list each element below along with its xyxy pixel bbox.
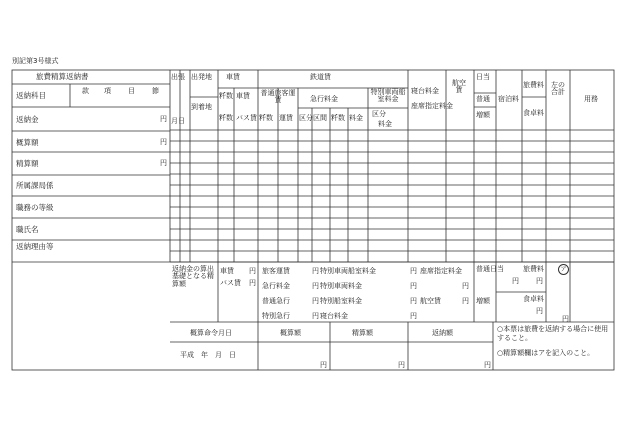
col-futsu-ryokyaku: 普通旅客運賃 (260, 89, 296, 105)
sum-r3-yen3: 円 (462, 297, 469, 305)
note-1: ○本票は旅費を返納する場合に使用すること。 (497, 325, 609, 343)
col-shutsuhatsu: 出発地 (191, 73, 212, 81)
col-shachin-fare: 車賃 (236, 92, 250, 100)
sum-r3-a: 普通急行 (262, 297, 290, 305)
col-tochaku: 到着地 (191, 103, 212, 111)
row-label-henno-kin: 返納金 (16, 115, 39, 124)
sum-r2-yen3: 円 (462, 282, 469, 290)
col-bus: バス賃 (236, 114, 257, 122)
sum-r2-yen: 円 (312, 282, 319, 290)
bottom-seisan: 精算額 (352, 329, 373, 337)
bottom-yen-3: 円 (484, 361, 491, 369)
sum-r4-b: 寝台料金 (320, 312, 348, 320)
col-t-charge: 料金 (349, 114, 363, 122)
sum-r4-yen: 円 (312, 312, 319, 320)
col-shachin-km2: 粁数 (219, 114, 233, 122)
sum-gihoryo: 旅費料 (523, 265, 544, 273)
sum-r1-c: 座席指定料金 (420, 267, 462, 275)
sum-yen-c: 円 (536, 307, 543, 315)
col-t-kukan: 区間 (313, 114, 327, 122)
col-kuko: 航空賃 (452, 79, 466, 95)
sum-yen-b: 円 (536, 277, 543, 285)
summary-bus: バス賃 (220, 279, 241, 287)
col-gihoryo: 旅費料 (523, 81, 544, 89)
col-nitto: 日当 (476, 73, 490, 81)
col-kubun: 区分 (372, 110, 386, 118)
summary-shachin: 車賃 (220, 267, 234, 275)
col-zaseki: 座席指定料金 (411, 102, 453, 110)
sum-r2-yen2: 円 (410, 282, 417, 290)
sum-r3-c: 航空賃 (420, 297, 441, 305)
row-label-henno-kamoku: 返納科目 (16, 91, 46, 100)
col-shokutaku: 食卓料 (523, 109, 544, 117)
row-label-gaisan: 概算額 (16, 138, 39, 147)
class-setsu: 節 (152, 87, 159, 95)
col-nitto-futsu: 普通 (476, 95, 490, 103)
sum-r1-a: 旅客運賃 (262, 267, 290, 275)
summary-yen-2: 円 (249, 279, 256, 287)
yen-3: 円 (160, 159, 167, 167)
col-tetsudo: 鉄道賃 (310, 73, 331, 81)
sum-shokutaku: 食卓料 (523, 295, 544, 303)
col-t-km2: 粁数 (331, 114, 345, 122)
bottom-gaisan: 概算額 (280, 329, 301, 337)
yen-1: 円 (160, 115, 167, 123)
bottom-yen-2: 円 (398, 361, 405, 369)
sum-yen-d: 円 (562, 315, 569, 323)
col-yomu: 用務 (584, 95, 598, 103)
col-t-fare: 運賃 (279, 114, 293, 122)
sum-r1-yen: 円 (312, 267, 319, 275)
sum-r4-yen2: 円 (410, 312, 417, 320)
col-nitto-zogaku: 増額 (476, 111, 490, 119)
summary-label: 返納金の算出基礎となる精算額 (172, 265, 214, 288)
sum-r2-b: 特別車両料金 (320, 282, 362, 290)
col-kubun-ryokin: 料金 (378, 120, 392, 128)
col-hidari-gokei: 左の合計 (551, 81, 565, 97)
row-label-shozoku: 所属課局係 (16, 181, 54, 190)
col-tokubetsu-sharyo: 特別車両船室料金 (370, 88, 406, 104)
sum-r3-yen2: 円 (410, 297, 417, 305)
sum-r1-b: 特別車両船室料金 (320, 267, 376, 275)
reason-label: 返納理由等 (16, 242, 54, 251)
col-shindai: 寝台料金 (411, 87, 439, 95)
circle-a-mark: ア (558, 264, 569, 275)
note-2: ○精算額欄はアを記入のこと。 (497, 349, 595, 357)
col-shutcho: 出張 (171, 73, 185, 81)
col-t-km: 粁数 (259, 114, 273, 122)
col-shachin-km: 粁数 (219, 92, 233, 100)
class-kan: 款 (82, 87, 89, 95)
sum-r4-a: 特別急行 (262, 312, 290, 320)
bottom-date: 平成 年 月 日 (180, 351, 236, 359)
col-shachin: 車賃 (226, 73, 240, 81)
class-ko: 項 (104, 87, 111, 95)
col-tsukihi: 月日 (171, 117, 185, 125)
bottom-meirei: 概算命令月日 (190, 329, 232, 337)
form-title: 旅費精算返納書 (36, 72, 89, 81)
sum-nitto-zogaku: 増額 (476, 297, 490, 305)
sum-r3-yen: 円 (312, 297, 319, 305)
sum-nitto-futsu: 普通日当 (476, 265, 504, 273)
sum-yen-a: 円 (512, 277, 519, 285)
form-label: 別記第3号様式 (12, 57, 59, 65)
col-kyuko: 急行料金 (310, 95, 338, 103)
yen-2: 円 (160, 138, 167, 146)
row-label-seisan: 精算額 (16, 159, 39, 168)
sum-r2-a: 急行料金 (262, 282, 290, 290)
bottom-yen-1: 円 (320, 361, 327, 369)
col-shukuhaku: 宿泊料 (498, 95, 519, 103)
sum-r1-yen2: 円 (410, 267, 417, 275)
bottom-henno: 返納額 (432, 329, 453, 337)
row-label-tokyu: 職務の等級 (16, 203, 54, 212)
sum-r3-b: 特別船室料金 (320, 297, 362, 305)
summary-yen-1: 円 (249, 267, 256, 275)
row-label-shimei: 職氏名 (16, 225, 39, 234)
class-moku: 目 (128, 87, 135, 95)
col-t-kubun: 区分 (299, 114, 313, 122)
